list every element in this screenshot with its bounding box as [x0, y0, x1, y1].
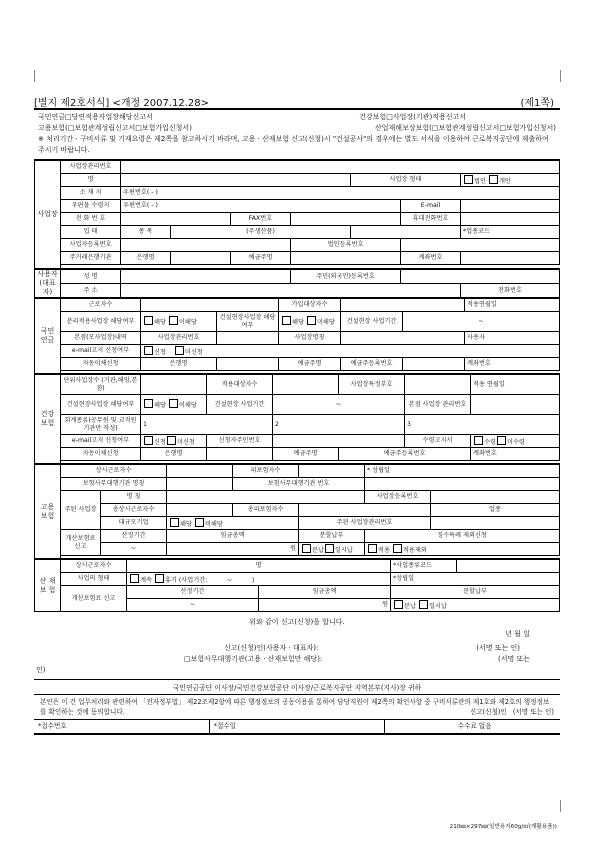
e-agency-field[interactable] — [167, 478, 233, 491]
i-cont-label: 계속 — [140, 576, 152, 584]
h-email-options — [141, 435, 207, 448]
h-not-recv-label: 미수령 — [506, 438, 525, 446]
p-period-field[interactable]: ~ — [403, 312, 560, 332]
intro-note: ※ 처리기간 · 구비서류 및 기재요령은 제2쪽을 참고하시기 바라며, 고용 · 산재보험 신고(신청)시 "건설공사"의 경우에는 별도 서식을 이용하여 근로복지공단에 제출하여 주시기 바랍니다. — [38, 135, 549, 154]
email-field[interactable] — [461, 200, 560, 213]
h-date-label: 적용 연월일 — [471, 375, 560, 395]
consent-sign: 신고(신청)인 — [469, 708, 507, 716]
rep-name-field[interactable] — [121, 270, 291, 284]
e-apply-ex[interactable] — [393, 544, 402, 553]
section-pension: 국민 연금 — [35, 299, 61, 374]
rep-rrn-field[interactable] — [401, 270, 560, 284]
i-one[interactable] — [419, 600, 428, 609]
h-no: 이해당 — [178, 402, 197, 409]
i-calc-label: 산정기간 — [127, 586, 259, 599]
section-ind: 산 재 보 험 — [35, 560, 61, 612]
e-name-label: 명 칭 — [101, 491, 167, 504]
recv-date: *접수일 — [210, 720, 386, 733]
h-auto-label: 자동이체신청 — [61, 448, 141, 461]
h-email-addr-field[interactable] — [273, 435, 405, 448]
declaration — [34, 612, 560, 680]
section-health: 건강 보험 — [35, 375, 61, 464]
mgmt-no-field[interactable] — [121, 161, 560, 174]
e-scale-label: 대규모기업 — [101, 517, 167, 530]
p-construct-options — [279, 312, 341, 332]
e-one-label: 일시납 — [334, 546, 353, 554]
e-scale-yes[interactable] — [170, 518, 179, 527]
e-exempt-options — [365, 543, 560, 556]
h-union-field[interactable] — [405, 375, 471, 395]
type-label: 업 태 — [61, 226, 121, 239]
rep-addr-label: 주 소 — [61, 284, 121, 298]
h-main-no-label: 본점 사업장 관리번호 — [405, 395, 471, 415]
corp-label: 법인 — [474, 177, 486, 185]
p-period-label: 건설현장 사업기간 — [341, 312, 403, 332]
item-label: 종 목 — [121, 226, 171, 239]
e-wage-label: 임금총액 — [167, 530, 299, 543]
consent-sign2[interactable]: (서명 또는 인) — [512, 708, 554, 716]
health-table — [34, 374, 560, 464]
h-not-apply: 미신청 — [176, 438, 195, 446]
i-temp-label: 휴기 — [164, 576, 177, 584]
name-field[interactable] — [121, 174, 351, 187]
e-date-label: * 성립일 — [365, 465, 560, 478]
code-field[interactable] — [351, 226, 461, 239]
h-acc-2[interactable]: 2 — [273, 415, 405, 435]
rep-table — [34, 269, 560, 298]
p-date-label: 적용연월일 — [465, 299, 560, 312]
code-label: *업종코드 — [461, 226, 560, 239]
recv-no: *접수번호 — [34, 720, 210, 733]
section-rep: 사용자 (대표자) — [35, 270, 61, 298]
i-split-label: 분할납부 — [391, 586, 560, 599]
indiv-checkbox[interactable] — [489, 175, 498, 184]
ind-table — [34, 559, 560, 612]
i-split-options — [391, 599, 560, 612]
p-bank-field[interactable] — [217, 358, 279, 371]
e-main-no-field[interactable] — [431, 517, 560, 530]
fax-field[interactable] — [291, 213, 401, 226]
mail-zip[interactable]: 우편번호( - ) — [121, 200, 401, 213]
i-close: ) — [251, 576, 255, 584]
e-total-ins-field[interactable] — [299, 504, 431, 517]
size-note: 210㎜×297㎜(일반용지60g/㎡(재활용품)) — [449, 824, 557, 830]
p-main-no-field[interactable] — [217, 332, 279, 345]
rep-rrn-label: 주민(외국인)등록번호 — [291, 270, 401, 284]
i-report-label: 개산보험료 신고 — [61, 586, 127, 612]
i-wage-label: 임금총액 — [259, 586, 391, 599]
e-split-opt-label: 분납 — [312, 546, 324, 554]
bank-label: 주거래은행기관 — [61, 252, 121, 265]
name-label: 명 — [61, 174, 121, 187]
pension-table — [34, 298, 560, 374]
tel-label: 전 화 번 호 — [61, 213, 121, 226]
p-branch-yes[interactable] — [144, 316, 153, 325]
h-period-field[interactable]: ~ — [273, 395, 405, 415]
fee: 수수료 없음 — [457, 722, 492, 730]
p-workers-field[interactable] — [141, 299, 279, 312]
e-agency-no-label: 보험사무대행기관 번호 — [233, 478, 365, 491]
e-period-label: 산정기간 — [101, 530, 167, 543]
acct-holder-label: 예금주명 — [231, 252, 291, 265]
h-accounting-label: 회계종류(공무원 및 교직원기관만 작성) — [61, 415, 141, 435]
section-business: 사업장 — [35, 161, 61, 269]
i-code-label: *사업종류코드 — [391, 560, 457, 573]
e-report-label: 개산보험료 신고 — [61, 530, 101, 556]
p-email-not[interactable] — [175, 346, 184, 355]
mobile-field[interactable] — [461, 213, 560, 226]
h-recv-label: 수령 — [484, 438, 496, 446]
h-email-addr-label: 신청자주민번호 — [207, 435, 273, 448]
e-split-options — [299, 543, 365, 556]
rep-addr-field[interactable] — [121, 284, 461, 298]
i-form-options — [127, 573, 391, 586]
bank-name-label: 은행명 — [121, 252, 171, 265]
rep-name-label: 성 명 — [61, 270, 121, 284]
page-number: (제1쪽) — [520, 98, 554, 109]
p-branch-options — [141, 312, 217, 332]
h-target-label: 적용대상자수 — [207, 375, 273, 395]
decl-to: 국민연금공단 이사장/국민건강보험공단 이사장/근로복지공단 지역본부(지사)장 귀하 — [34, 680, 560, 695]
p-main-label: 본점(모사업장)내역 — [61, 332, 141, 345]
e-apply[interactable] — [368, 544, 377, 553]
p-con-no[interactable] — [307, 316, 316, 325]
h-bank-label: 은행명 — [141, 448, 207, 461]
main-prod[interactable]: (주생산품) — [171, 226, 351, 239]
e-reg-label: 사업장등록번호 — [365, 491, 431, 504]
status-options — [461, 174, 560, 187]
e-insured-field[interactable] — [299, 465, 365, 478]
e-no: 비해당 — [204, 520, 223, 528]
reg-no-label: 사업자등록번호 — [61, 239, 121, 252]
intro-line2b[interactable]: 산업재해보상보험(□보험관계성립신고서□보험가입신청서) — [375, 124, 556, 132]
p-email-label: e-mail고지 신청여부 — [61, 345, 141, 358]
acct-no-label: 계좌번호 — [401, 252, 461, 265]
p-main-num: 사용자 — [465, 332, 560, 345]
i-workers-label: 상시근로자수 — [61, 560, 127, 573]
h-yes: 해당 — [154, 402, 166, 409]
decl-line1: 위와 같이 신고(신청)을 합니다. — [249, 618, 345, 626]
decl-sign1[interactable]: (서명 또는 인) — [476, 644, 520, 652]
e-workers-field[interactable] — [167, 465, 233, 478]
h-unit-field[interactable] — [141, 375, 207, 395]
e-total-ins-label: 총피보험자수 — [233, 504, 299, 517]
i-period-label: (사업기간: — [178, 576, 208, 584]
i-split-opt-label: 분납 — [404, 602, 417, 610]
intro-line2[interactable]: 고용보험(□보험관계성립신고서□보험가입신청서) — [38, 124, 192, 132]
p-yes: 해당 — [154, 319, 166, 326]
acct-no-field[interactable] — [461, 252, 560, 265]
h-acc-1[interactable]: 1 — [141, 415, 273, 435]
e-main-label: 주된 사업장 — [61, 491, 101, 530]
e-apply-ex-label: 적용제외 — [402, 546, 427, 554]
form-number: [별지 제2호서식] <개정 2007.12.28> — [34, 98, 209, 109]
decl-agent[interactable]: □보험사무대행기관(고용 · 산재보험만 해당): — [184, 655, 323, 663]
addr-zip[interactable]: 우편번호( - ) — [121, 187, 560, 200]
p-auto-label: 자동이체신청 — [61, 358, 141, 371]
corp-reg-field[interactable] — [401, 239, 560, 252]
p-not-apply: 미신청 — [184, 348, 203, 356]
mobile-label: 휴대전화번호 — [401, 213, 461, 226]
e-one[interactable] — [325, 544, 334, 553]
consent — [34, 695, 560, 720]
corp-checkbox[interactable] — [464, 175, 473, 184]
p-email-options — [141, 345, 560, 358]
p-holder-label: 예금주명 — [279, 358, 341, 371]
reg-no-field[interactable] — [121, 239, 291, 252]
e-split-label: 분할납부 — [299, 530, 365, 543]
mail-addr-label: 우편물 수령지 — [61, 200, 121, 213]
h-construct-label: 건설현장사업장 해당여부 — [61, 395, 141, 415]
h-apply: 신청 — [154, 438, 166, 446]
i-one-label: 일시납 — [428, 602, 447, 610]
h-not-recv[interactable] — [497, 436, 506, 445]
p-insured-label: 가입대상자수 — [279, 299, 341, 312]
p-yes2: 해당 — [292, 319, 304, 326]
form — [34, 108, 560, 735]
e-exempt-label: 징수특례 제외신청 — [365, 530, 560, 543]
acct-holder-field[interactable] — [291, 252, 401, 265]
p-holder-rrn-field[interactable] — [403, 358, 465, 371]
e-sector-label: 업종 — [431, 504, 560, 517]
i-calc-field[interactable]: ~ — [127, 599, 259, 612]
spacer — [61, 265, 560, 269]
i-date-label: *성립일 — [391, 573, 560, 586]
mgmt-no-label: 사업장관리번호 — [61, 161, 121, 174]
p-no: 이해당 — [178, 319, 197, 326]
e-scale-no[interactable] — [195, 518, 204, 527]
h-target-field[interactable] — [273, 375, 339, 395]
h-period-label: 건설현장 사업기간 — [207, 395, 273, 415]
p-branch-label: 분리적용사업장 해당여부 — [61, 312, 141, 332]
consent-text: 본인은 이 건 업무처리와 관련하여 「전자정부법」 제22조제2항에 따른 행정정보의 공동이용을 통하여 담당직원이 제2쪽의 확인사항 중 구비서류란의 제1호와 제2호의 행정정보를 확인하는 것에 동의합니다. — [40, 698, 550, 716]
indiv-label: 개인 — [498, 177, 511, 185]
h-bank-field[interactable] — [207, 448, 273, 461]
p-email-apply[interactable] — [144, 346, 153, 355]
e-total-field[interactable] — [167, 504, 233, 517]
h-unit-label: 단위사업장수 (기관,해임,본점) — [61, 375, 141, 395]
h-construct-options — [141, 395, 207, 415]
e-yes: 해당 — [180, 520, 192, 528]
h-email-not[interactable] — [167, 436, 176, 445]
form-header — [34, 94, 558, 108]
p-workers-label: 근로자수 — [61, 299, 141, 312]
intro-line1[interactable]: 국민연금□당연적용사업장해당신고서 — [38, 113, 153, 121]
e-apply-label: 적용 — [378, 546, 390, 554]
i-wage-field[interactable]: 원 — [259, 599, 391, 612]
corp-reg-label: 법인등록번호 — [291, 239, 401, 252]
decl-signer: 신고(신청)인(사용자 · 대표자): — [224, 644, 319, 652]
p-main-name-field[interactable] — [341, 332, 465, 345]
decl-sign3: 인) — [36, 666, 46, 674]
i-code-field[interactable] — [457, 560, 560, 573]
e-insured-label: 피보험자수 — [233, 465, 299, 478]
intro-line1b[interactable]: 건강보험□사업장(기관)적용신고서 — [359, 113, 466, 121]
h-con-yes[interactable] — [144, 399, 153, 408]
status-label: 사업장 형태 — [351, 174, 461, 187]
h-acct-label: 계좌번호 — [471, 448, 560, 461]
i-split-opt[interactable] — [394, 600, 403, 609]
p-no2: 미해당 — [316, 319, 335, 326]
e-total-label: 총상시근로자수 — [101, 504, 167, 517]
h-receipt-options — [471, 435, 560, 448]
p-main-no-label: 사업장관리번호 — [141, 332, 217, 345]
p-con-yes[interactable] — [282, 316, 291, 325]
i-temp[interactable] — [155, 574, 164, 583]
email-label: E-mail — [401, 200, 461, 213]
i-form-label: 사업의 형태 — [61, 573, 127, 586]
i-workers-field[interactable]: 명 — [127, 560, 391, 573]
h-holder-label: 예금주명 — [273, 448, 339, 461]
e-scale-options — [167, 517, 299, 530]
i-tilde: ~ — [226, 576, 233, 584]
i-cont[interactable] — [130, 574, 139, 583]
e-agency-no-field[interactable] — [365, 478, 560, 491]
e-name-field[interactable] — [167, 491, 365, 504]
h-email-label: e-mail고지 신청여부 — [61, 435, 141, 448]
h-union-label: 사업장특정부호 — [339, 375, 405, 395]
employ-table — [34, 464, 560, 559]
p-bank-label: 은행명 — [141, 358, 217, 371]
p-branch-no[interactable] — [169, 316, 178, 325]
p-insured-field[interactable] — [341, 299, 465, 312]
footer — [34, 720, 560, 733]
e-agency-label: 보험사무대행기관 명칭 — [61, 478, 167, 491]
e-split-opt[interactable] — [302, 544, 311, 553]
e-period-field[interactable]: ~ — [101, 543, 167, 556]
p-acct-label: 계좌번호 — [465, 358, 560, 371]
fax-label: FAX번호 — [231, 213, 291, 226]
p-main-name-label: 사업장명칭 — [279, 332, 341, 345]
decl-date[interactable]: 년 월 일 — [505, 630, 530, 638]
bank-name-field[interactable] — [171, 252, 231, 265]
e-reg-field[interactable] — [431, 491, 560, 504]
business-table — [34, 160, 560, 269]
p-holder-rrn-label: 예금주등록번호 — [341, 358, 403, 371]
h-holder-rrn-label: 예금주등록번호 — [339, 448, 471, 461]
addr-label: 소 재 지 — [61, 187, 121, 200]
h-recv[interactable] — [474, 436, 483, 445]
p-apply: 신청 — [154, 348, 166, 356]
rep-tel-label: 전화번호 — [461, 284, 560, 298]
h-main-no-field[interactable] — [471, 395, 560, 415]
h-acc-3[interactable]: 3 — [405, 415, 560, 435]
intro — [34, 110, 560, 160]
e-wage-field[interactable]: 원 — [167, 543, 299, 556]
h-email-apply[interactable] — [144, 436, 153, 445]
tel-field[interactable] — [121, 213, 231, 226]
p-construct-label: 건설현장사업장 해당여부 — [217, 312, 279, 332]
h-receipt-label: 수령고지서 — [405, 435, 471, 448]
decl-sign2[interactable]: (서명 또는 — [497, 655, 530, 663]
e-main-no-label: 주된 사업장관리번호 — [299, 517, 431, 530]
e-workers-label: 상시근로자수 — [61, 465, 167, 478]
h-con-no[interactable] — [169, 399, 178, 408]
section-employ: 고용 보험 — [35, 465, 61, 559]
